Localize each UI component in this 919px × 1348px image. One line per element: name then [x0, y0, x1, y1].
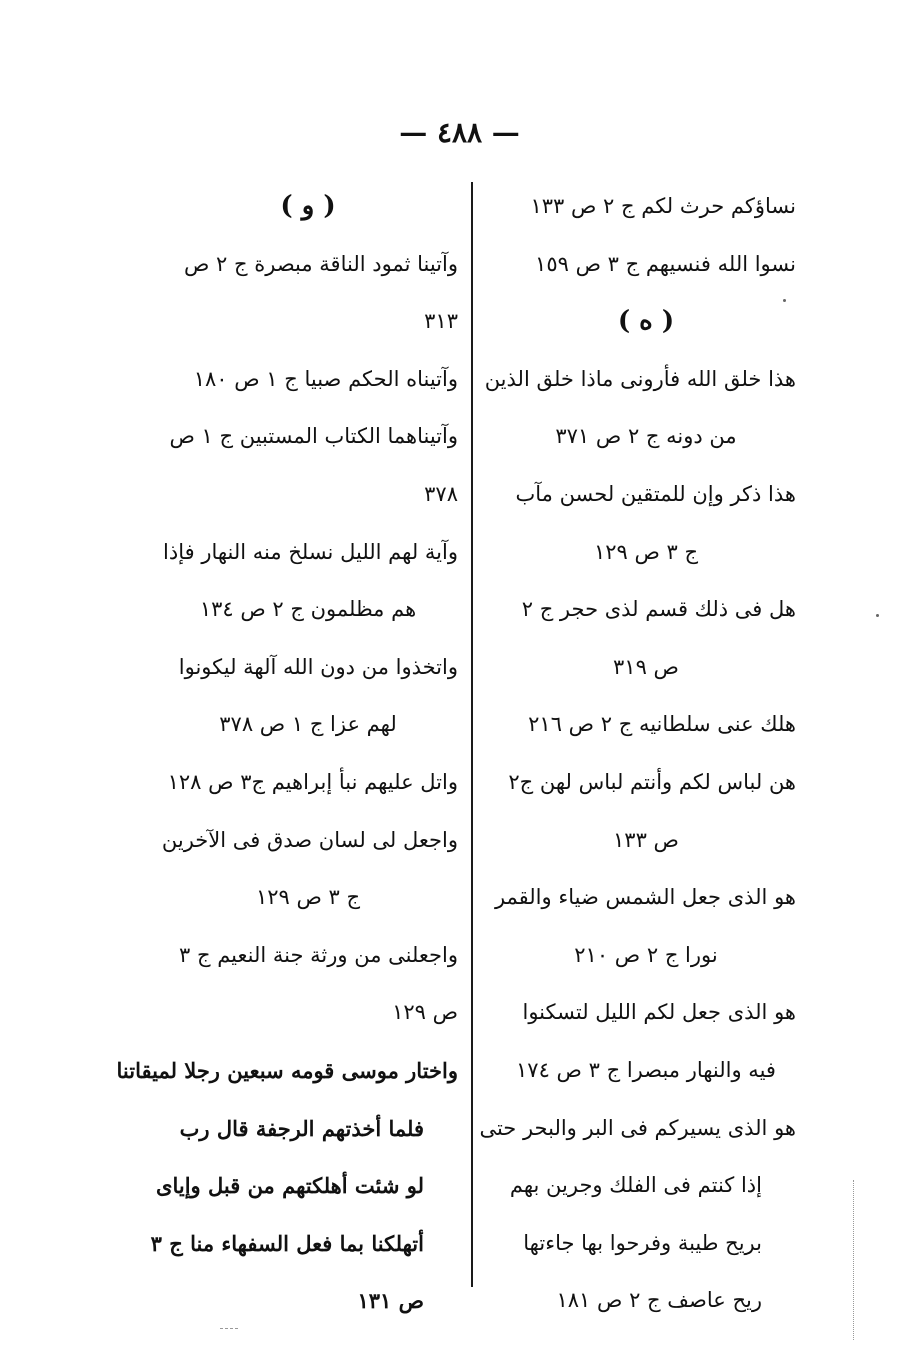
index-line: من دونه ج ٢ ص ٣٧١	[555, 424, 737, 449]
left-column	[116, 178, 458, 1330]
index-line: هو الذى جعل لكم الليل لتسكنوا	[522, 1000, 796, 1025]
page-edge-mark	[853, 1180, 854, 1340]
index-line: هم مظلمون ج ٢ ص ١٣٤	[199, 597, 417, 622]
footer-mark	[220, 1328, 238, 1329]
index-line: ريح عاصف ج ٢ ص ١٨١	[556, 1288, 762, 1313]
index-line: وآتيناهما الكتاب المستبين ج ١ ص	[169, 424, 458, 449]
index-line: واتخذوا من دون الله آلهة ليكونوا	[178, 654, 458, 679]
index-line: أتهلكنا بما فعل السفهاء منا ج ٣	[150, 1230, 424, 1256]
index-line: نسوا الله فنسيهم ج ٣ ص ١٥٩	[535, 251, 796, 276]
index-line: هل فى ذلك قسم لذى حجر ج ٢	[521, 597, 796, 622]
section-heading-ha: ( ه )	[617, 306, 675, 337]
index-line: هن لباس لكم وأنتم لباس لهن ج٢	[508, 769, 796, 794]
index-line: واختار موسى قومه سبعين رجلا لميقاتنا	[116, 1057, 458, 1083]
index-line: لهم عزا ج ١ ص ٣٧٨	[219, 712, 397, 737]
index-line: هلك عنى سلطانيه ج ٢ ص ٢١٦	[528, 712, 796, 737]
right-column	[479, 178, 796, 1330]
index-line: نورا ج ٢ ص ٢١٠	[574, 942, 718, 967]
index-line: ص ٣١٩	[613, 654, 679, 679]
index-line: هذا خلق الله فأرونى ماذا خلق الذين	[484, 366, 796, 391]
index-line: واتل عليهم نبأ إبراهيم ج٣ ص ١٢٨	[167, 769, 458, 794]
index-line: إذا كنتم فى الفلك وجرين بهم	[509, 1173, 762, 1198]
index-line: هو الذى جعل الشمس ضياء والقمر	[494, 885, 796, 910]
print-speck	[876, 614, 879, 617]
index-line: ٣٧٨	[424, 481, 458, 506]
index-line: وآتيناه الحكم صبيا ج ١ ص ١٨٠	[193, 366, 458, 391]
index-line: ص ١٢٩	[392, 1000, 458, 1025]
index-line: ٣١٣	[424, 309, 458, 334]
index-line: لو شئت أهلكتهم من قبل وإياى	[156, 1173, 424, 1199]
index-line: هذا ذكر وإن للمتقين لحسن مآب	[515, 481, 796, 506]
print-speck	[783, 299, 786, 302]
index-line: ص ١٣١	[357, 1288, 424, 1314]
index-line: فيه والنهار مبصرا ج ٣ ص ١٧٤	[516, 1057, 776, 1082]
index-line: فلما أخذتهم الرجفة قال رب	[179, 1115, 424, 1141]
index-line: هو الذى يسيركم فى البر والبحر حتى	[479, 1115, 796, 1140]
index-line: وآية لهم الليل نسلخ منه النهار فإذا	[163, 539, 458, 564]
index-line: ج ٣ ص ١٢٩	[255, 885, 361, 910]
section-heading-waw: ( و )	[280, 191, 336, 221]
index-line: ج ٣ ص ١٢٩	[593, 539, 699, 564]
index-line: وآتينا ثمود الناقة مبصرة ج ٢ ص	[183, 251, 458, 276]
index-line: ص ١٣٣	[613, 827, 679, 852]
index-line: بريح طيبة وفرحوا بها جاءتها	[523, 1230, 762, 1255]
index-line: واجعل لى لسان صدق فى الآخرين	[161, 827, 458, 852]
column-divider	[471, 182, 473, 1287]
index-line: نساؤكم حرث لكم ج ٢ ص ١٣٣	[530, 194, 796, 218]
page-number: — ٤٨٨ —	[399, 116, 520, 149]
index-line: واجعلنى من ورثة جنة النعيم ج ٣	[179, 942, 458, 967]
